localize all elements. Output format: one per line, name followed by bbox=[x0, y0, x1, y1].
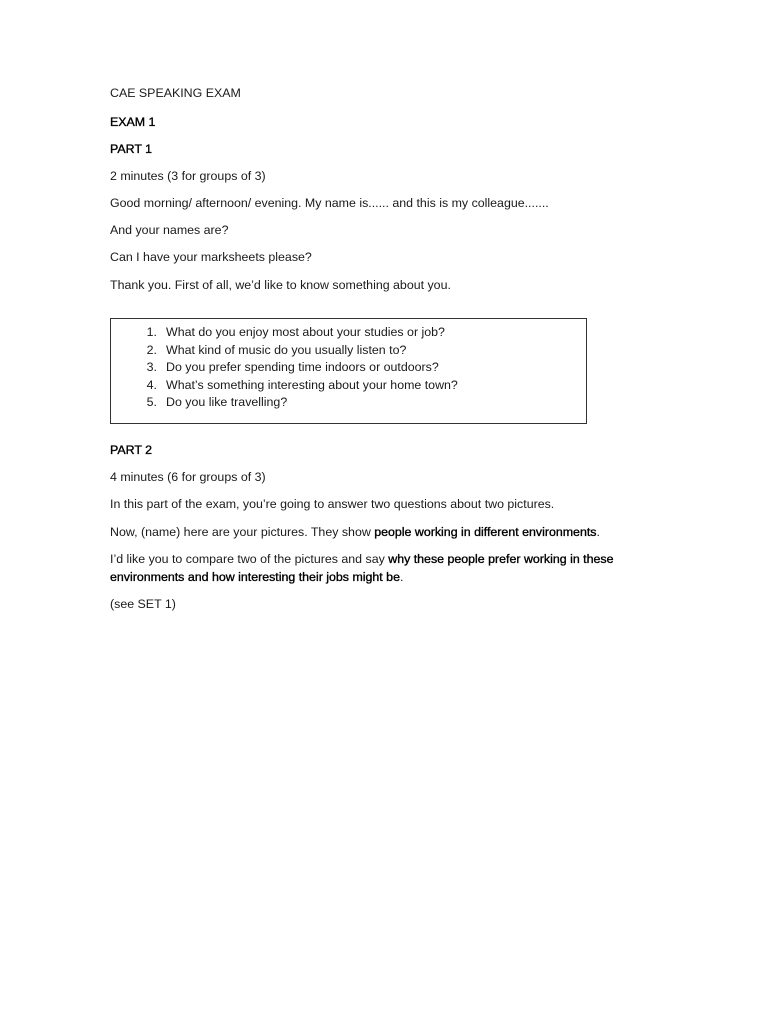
question-text: Do you prefer spending time indoors or outdoors? bbox=[166, 360, 439, 375]
compare-task-line2: environments and how interesting their jobs might be bbox=[110, 570, 400, 584]
part1-duration: 2 minutes (3 for groups of 3) bbox=[110, 169, 266, 183]
question-number: 5. bbox=[146, 395, 157, 410]
compare-task-line1: why these people prefer working in these bbox=[388, 552, 614, 566]
part2-duration: 4 minutes (6 for groups of 3) bbox=[110, 470, 266, 484]
question-number: 2. bbox=[146, 342, 157, 357]
question-text: What kind of music do you usually listen to? bbox=[166, 342, 407, 357]
pictures-topic: people working in different environments bbox=[374, 525, 597, 539]
part1-heading: PART 1 bbox=[110, 142, 153, 156]
pictures-prefix: Now, (name) here are your pictures. They show bbox=[110, 525, 375, 539]
part2-compare-line-2 bbox=[110, 568, 403, 586]
part1-greeting: Good morning/ afternoon/ evening. My name is...... and this is my colleague....... bbox=[110, 196, 549, 210]
part1-questions-box bbox=[110, 318, 587, 424]
question-text: Do you like travelling? bbox=[166, 395, 288, 410]
part1-intro: Thank you. First of all, we’d like to know something about you. bbox=[110, 278, 451, 292]
part2-intro: In this part of the exam, you’re going to answer two questions about two pictures. bbox=[110, 497, 555, 511]
question-text: What do you enjoy most about your studies or job? bbox=[166, 325, 445, 339]
part2-compare-line bbox=[110, 550, 613, 568]
question-number: 3. bbox=[146, 360, 157, 375]
compare-suffix: . bbox=[399, 570, 404, 584]
question-number: 1. bbox=[146, 325, 157, 339]
compare-prefix: I’d like you to compare two of the pictures and say bbox=[110, 552, 389, 566]
part2-pictures-line bbox=[110, 523, 600, 541]
part1-names-question: And your names are? bbox=[110, 223, 229, 237]
question-text: What’s something interesting about your home town? bbox=[166, 377, 458, 392]
part1-marksheets-question: Can I have your marksheets please? bbox=[110, 250, 312, 264]
part2-heading: PART 2 bbox=[110, 443, 153, 457]
question-number: 4. bbox=[146, 377, 157, 392]
exam-label: EXAM 1 bbox=[110, 115, 156, 129]
document-title: CAE SPEAKING EXAM bbox=[110, 86, 241, 100]
see-set-reference: (see SET 1) bbox=[110, 597, 176, 611]
pictures-suffix: . bbox=[596, 525, 600, 539]
